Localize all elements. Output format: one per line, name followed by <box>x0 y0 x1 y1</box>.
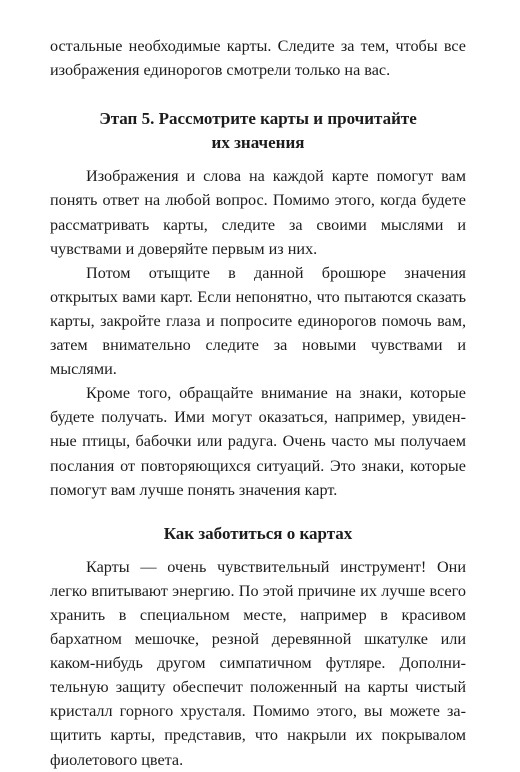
paragraph-card-meanings: Потом отыщите в данной брошюре значения открытых вами карт. Если непонятно, что пытаются сказать карты, закройте глаза и попросите единорогов помочь вам, затем внимательно следите за новыми чувствами и мыслями. <box>50 263 466 379</box>
book-page <box>50 34 466 772</box>
section-heading-line-1: Этап 5. Рассмотрите карты и прочитайте <box>99 109 417 129</box>
paragraph-card-images: Изображения и слова на каждой карте помогут вам понять ответ на любой вопрос. Помимо этого, когда будете рассматривать карты, следите за своими мыслями и чувствами и доверяйте первым из них. <box>50 167 466 258</box>
section-heading-card-care: Как заботиться о картах <box>163 523 353 543</box>
paragraph-signs: Кроме того, обращайте внимание на знаки, которые будете получать. Ими могут оказаться, например, увиденные птицы, бабочки или радуга. Очень часто мы получаем послания от повторяющихся ситуаций. Это знаки, которые помогут вам лучше понять значения карт. <box>50 384 466 499</box>
continuation-paragraph: остальные необходимые карты. Следите за тем, чтобы все изображения единорогов смотрели только на вас. <box>50 37 466 80</box>
section-heading-stage-5 <box>50 107 466 155</box>
section-heading-line-2: их значения <box>211 133 305 153</box>
paragraph-card-care: Карты — очень чувствительный инструмент! Они легко впитывают энергию. По этой причине их лучше всего хранить в специальном месте, например в красивом бархатном мешочке, резной деревянной шкатулке или каком-нибудь другом симпатичном футляре. Дополнительную защиту обеспечит положенный на карты чистый кристалл горного хрусталя. Помимо этого, вы можете защитить карты, представив, что накрыли их покрывалом фиолетового цвета. <box>50 557 466 769</box>
